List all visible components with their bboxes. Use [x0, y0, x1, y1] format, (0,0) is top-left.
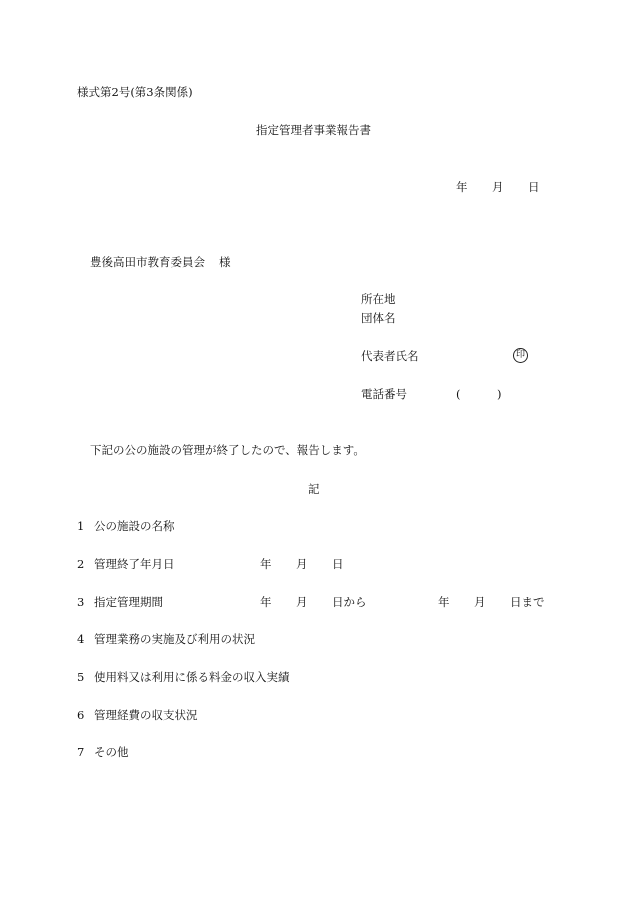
item-7-label: その他: [94, 745, 129, 759]
item-6-label: 管理経費の収支状況: [94, 708, 198, 722]
item-1-number: 1: [77, 519, 85, 533]
end-day-label: 日: [332, 557, 344, 571]
date-month-label: 月: [492, 180, 504, 194]
phone-paren-close: ): [497, 387, 502, 401]
seal-mark-icon: 印: [513, 348, 528, 363]
addressee: 豊後高田市教育委員会: [90, 255, 205, 269]
item-5-label: 使用料又は利用に係る料金の収入実績: [94, 670, 290, 684]
date-day-label: 日: [528, 180, 540, 194]
item-4-number: 4: [77, 632, 85, 646]
period-to-month: 月: [474, 595, 486, 609]
item-6-number: 6: [77, 708, 85, 722]
document-title: 指定管理者事業報告書: [256, 123, 371, 137]
period-to-year: 年: [438, 595, 450, 609]
end-year-label: 年: [260, 557, 272, 571]
item-2-label: 管理終了年月日: [94, 557, 175, 571]
phone-paren-open: (: [456, 387, 461, 401]
phone-label: 電話番号: [361, 387, 407, 401]
address-label: 所在地: [361, 292, 396, 306]
representative-label: 代表者氏名: [361, 349, 419, 363]
period-from-day: 日から: [332, 595, 367, 609]
group-name-label: 団体名: [361, 311, 396, 325]
item-1-label: 公の施設の名称: [94, 519, 175, 533]
period-from-year: 年: [260, 595, 272, 609]
item-2-number: 2: [77, 557, 85, 571]
item-7-number: 7: [77, 745, 85, 759]
form-number: 様式第2号(第3条関係): [77, 85, 193, 99]
period-to-day: 日まで: [510, 595, 545, 609]
item-4-label: 管理業務の実施及び利用の状況: [94, 632, 255, 646]
item-5-number: 5: [77, 670, 85, 684]
period-from-month: 月: [296, 595, 308, 609]
honorific: 様: [219, 255, 231, 269]
intro-sentence: 下記の公の施設の管理が終了したので、報告します。: [90, 443, 365, 457]
ki-heading: 記: [308, 482, 320, 496]
date-year-label: 年: [456, 180, 468, 194]
item-3-number: 3: [77, 595, 85, 609]
end-month-label: 月: [296, 557, 308, 571]
item-3-label: 指定管理期間: [94, 595, 163, 609]
